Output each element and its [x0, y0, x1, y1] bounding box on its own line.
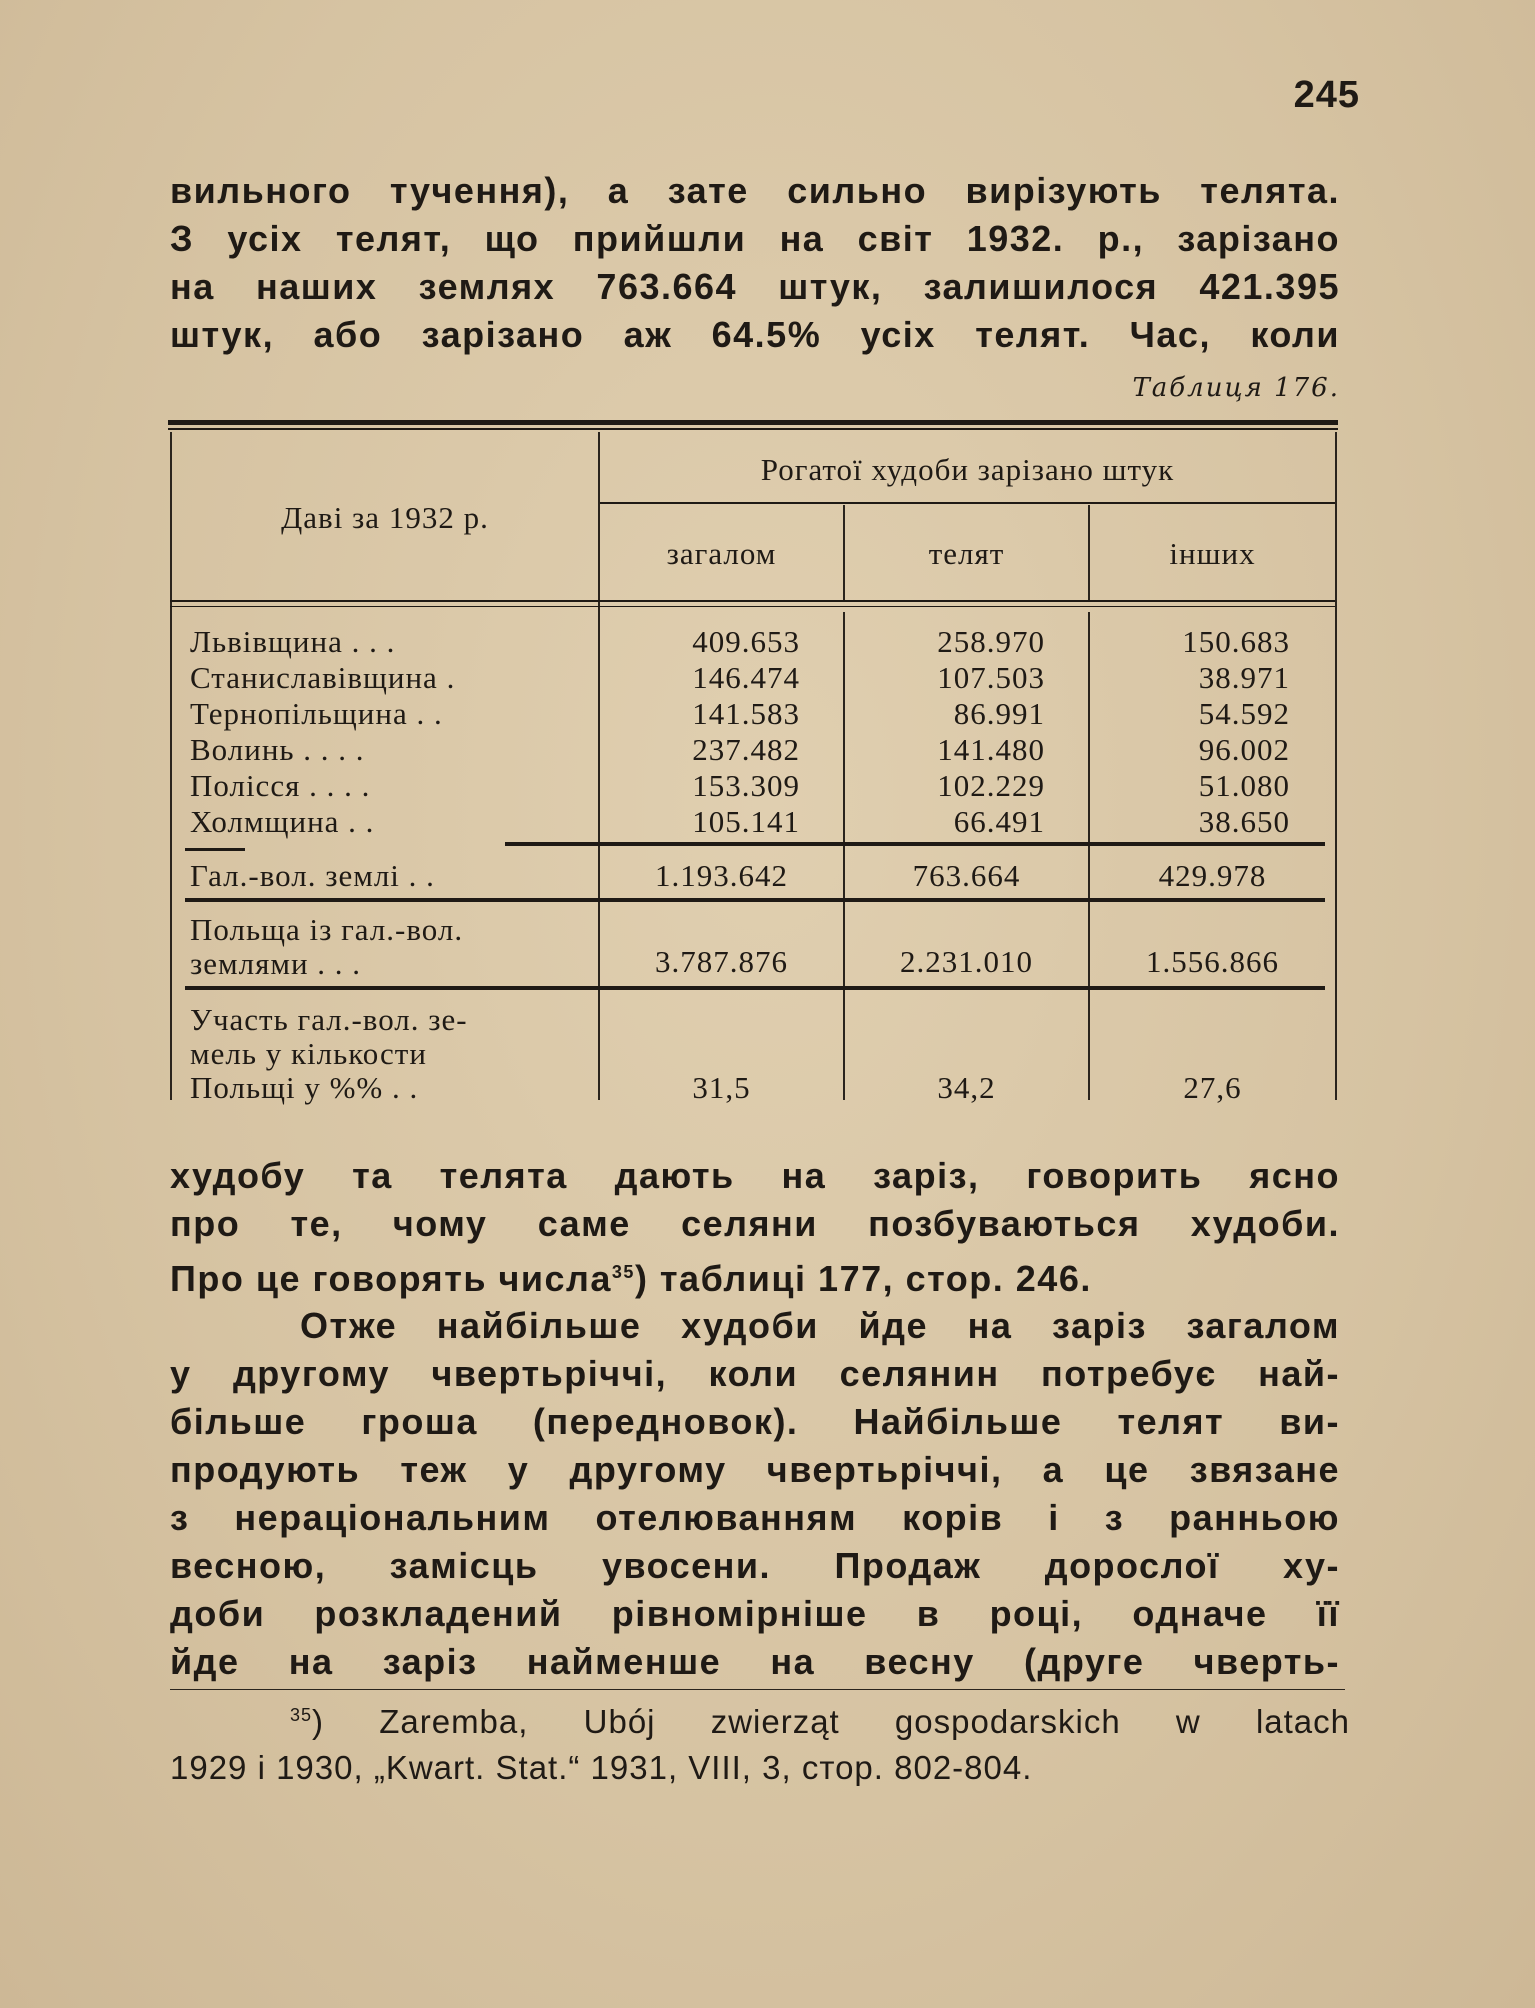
text-line: З усіх телят, що прийшли на світ 1932. р., зарізано — [170, 218, 1340, 259]
footnote-ref: 35 — [611, 1262, 635, 1282]
cell-value: 31,5 — [692, 1070, 751, 1105]
paragraph-intro — [170, 167, 1340, 359]
cell-value: 3.787.876 — [655, 944, 788, 979]
cell-value: 150.683 — [1182, 624, 1290, 659]
cell-value: 38.650 — [1198, 804, 1290, 839]
text-line: йде на заріз найменше на весну (друге чверть- — [170, 1641, 1340, 1682]
row-label: Холмщина . . — [190, 804, 375, 839]
cell-value: 2.231.010 — [900, 944, 1033, 979]
cell-value: 141.583 — [692, 696, 800, 731]
text-line: з нераціональним отелюванням корів і з ранньою — [170, 1497, 1340, 1538]
column-header: інших — [1169, 536, 1256, 571]
footnote-marker: 35 — [290, 1705, 313, 1725]
table-caption: Таблиця 176. — [1132, 373, 1340, 403]
total-bottom-rule — [185, 898, 1325, 902]
cell-value: 409.653 — [692, 624, 800, 659]
text-line: штук, або зарізано аж 64.5% усіх телят. Час, коли — [170, 314, 1340, 355]
table-header-bottom-rule-thin — [170, 606, 1335, 607]
row-label: Станиславівщина . — [190, 660, 456, 695]
cell-value: 237.482 — [692, 732, 800, 767]
cell-value: 66.491 — [953, 804, 1045, 839]
row-label: Волинь . . . . — [190, 732, 365, 767]
column-header: телят — [928, 536, 1005, 571]
row-label: мель у кількости — [190, 1036, 427, 1071]
row-label: Польща із гал.-вол. — [190, 912, 464, 947]
row-label: Гал.-вол. землі . . — [190, 858, 435, 893]
text-fragment: Про це говорять числа — [170, 1258, 612, 1299]
row-label: Львівщина . . . — [190, 624, 396, 659]
row-label: Полісся . . . . — [190, 768, 371, 803]
text-line: вильного тучення), а зате сильно вирізують телята. — [170, 170, 1340, 211]
paragraph-after-table — [170, 1152, 1340, 1303]
text-line: доби розкладений рівномірніше в році, одначе її — [170, 1593, 1340, 1634]
text-line: на наших землях 763.664 штук, залишилося 421.395 — [170, 266, 1340, 307]
table-top-rule-thin — [168, 428, 1338, 430]
cell-value: 429.978 — [1158, 858, 1267, 893]
cell-value: 96.002 — [1198, 732, 1290, 767]
text-line: продують теж у другому чвертьріччі, а це звязане — [170, 1449, 1340, 1490]
cell-value: 141.480 — [937, 732, 1045, 767]
cell-value: 258.970 — [937, 624, 1045, 659]
footnote-separator — [170, 1689, 1345, 1690]
table-header-bottom-rule — [170, 600, 1335, 602]
page-number: 245 — [1293, 74, 1360, 116]
footnote-text: ) Zaremba, Ubój zwierząt gospodarskich w latach — [312, 1703, 1350, 1740]
text-line: весною, замісць увосени. Продаж дорослої ху- — [170, 1545, 1340, 1586]
row-header: Даві за 1932 р. — [281, 500, 489, 535]
text-line — [170, 1248, 1340, 1303]
footnote-line: 1929 i 1930, „Kwart. Stat.“ 1931, VIII, 3, стор. 802-804. — [170, 1749, 1033, 1786]
text-line: про те, чому саме селяни позбуваються худоби. — [170, 1203, 1340, 1244]
table-right-border — [1335, 432, 1337, 1100]
column-header: загалом — [666, 536, 777, 571]
row-label: Участь гал.-вол. зе- — [190, 1002, 468, 1037]
footnote-line — [170, 1692, 1350, 1745]
table-left-border — [170, 432, 172, 1100]
text-line: у другому чвертьріччі, коли селянин потребує най- — [170, 1353, 1340, 1394]
cell-value: 38.971 — [1198, 660, 1290, 695]
text-fragment: ) таблиці 177, стор. 246. — [634, 1258, 1092, 1299]
cell-value: 146.474 — [692, 660, 800, 695]
footnote — [170, 1692, 1350, 1791]
paragraph-quarters — [170, 1302, 1340, 1686]
cell-value: 102.229 — [937, 768, 1045, 803]
cell-value: 105.141 — [692, 804, 800, 839]
cell-value: 1.193.642 — [655, 858, 788, 893]
row-label: Польщі у %% . . — [190, 1070, 419, 1105]
cell-value: 153.309 — [692, 768, 800, 803]
cell-value: 34,2 — [937, 1070, 996, 1105]
text-line: більше гроша (передновок). Найбільше телят ви- — [170, 1401, 1340, 1442]
cell-value: 27,6 — [1183, 1070, 1242, 1105]
cell-value: 107.503 — [937, 660, 1045, 695]
cell-value: 1.556.866 — [1146, 944, 1279, 979]
cell-value: 54.592 — [1198, 696, 1290, 731]
cell-value: 51.080 — [1198, 768, 1290, 803]
row-label: землями . . . — [190, 946, 362, 981]
total-left-rule — [185, 848, 245, 851]
group-header: Рогатої худоби зарізано штук — [760, 452, 1175, 487]
total-top-rule — [505, 842, 1325, 846]
cell-value: 763.664 — [912, 858, 1021, 893]
cell-value: 86.991 — [953, 696, 1045, 731]
text-line: Отже найбільше худоби йде на заріз загалом — [300, 1305, 1340, 1346]
poland-bottom-rule — [185, 986, 1325, 990]
row-label: Тернопільщина . . — [190, 696, 443, 731]
table-header-sub-rule — [600, 502, 1335, 504]
table-top-rule — [168, 420, 1338, 425]
text-line: худобу та телята дають на заріз, говорить ясно — [170, 1155, 1340, 1196]
